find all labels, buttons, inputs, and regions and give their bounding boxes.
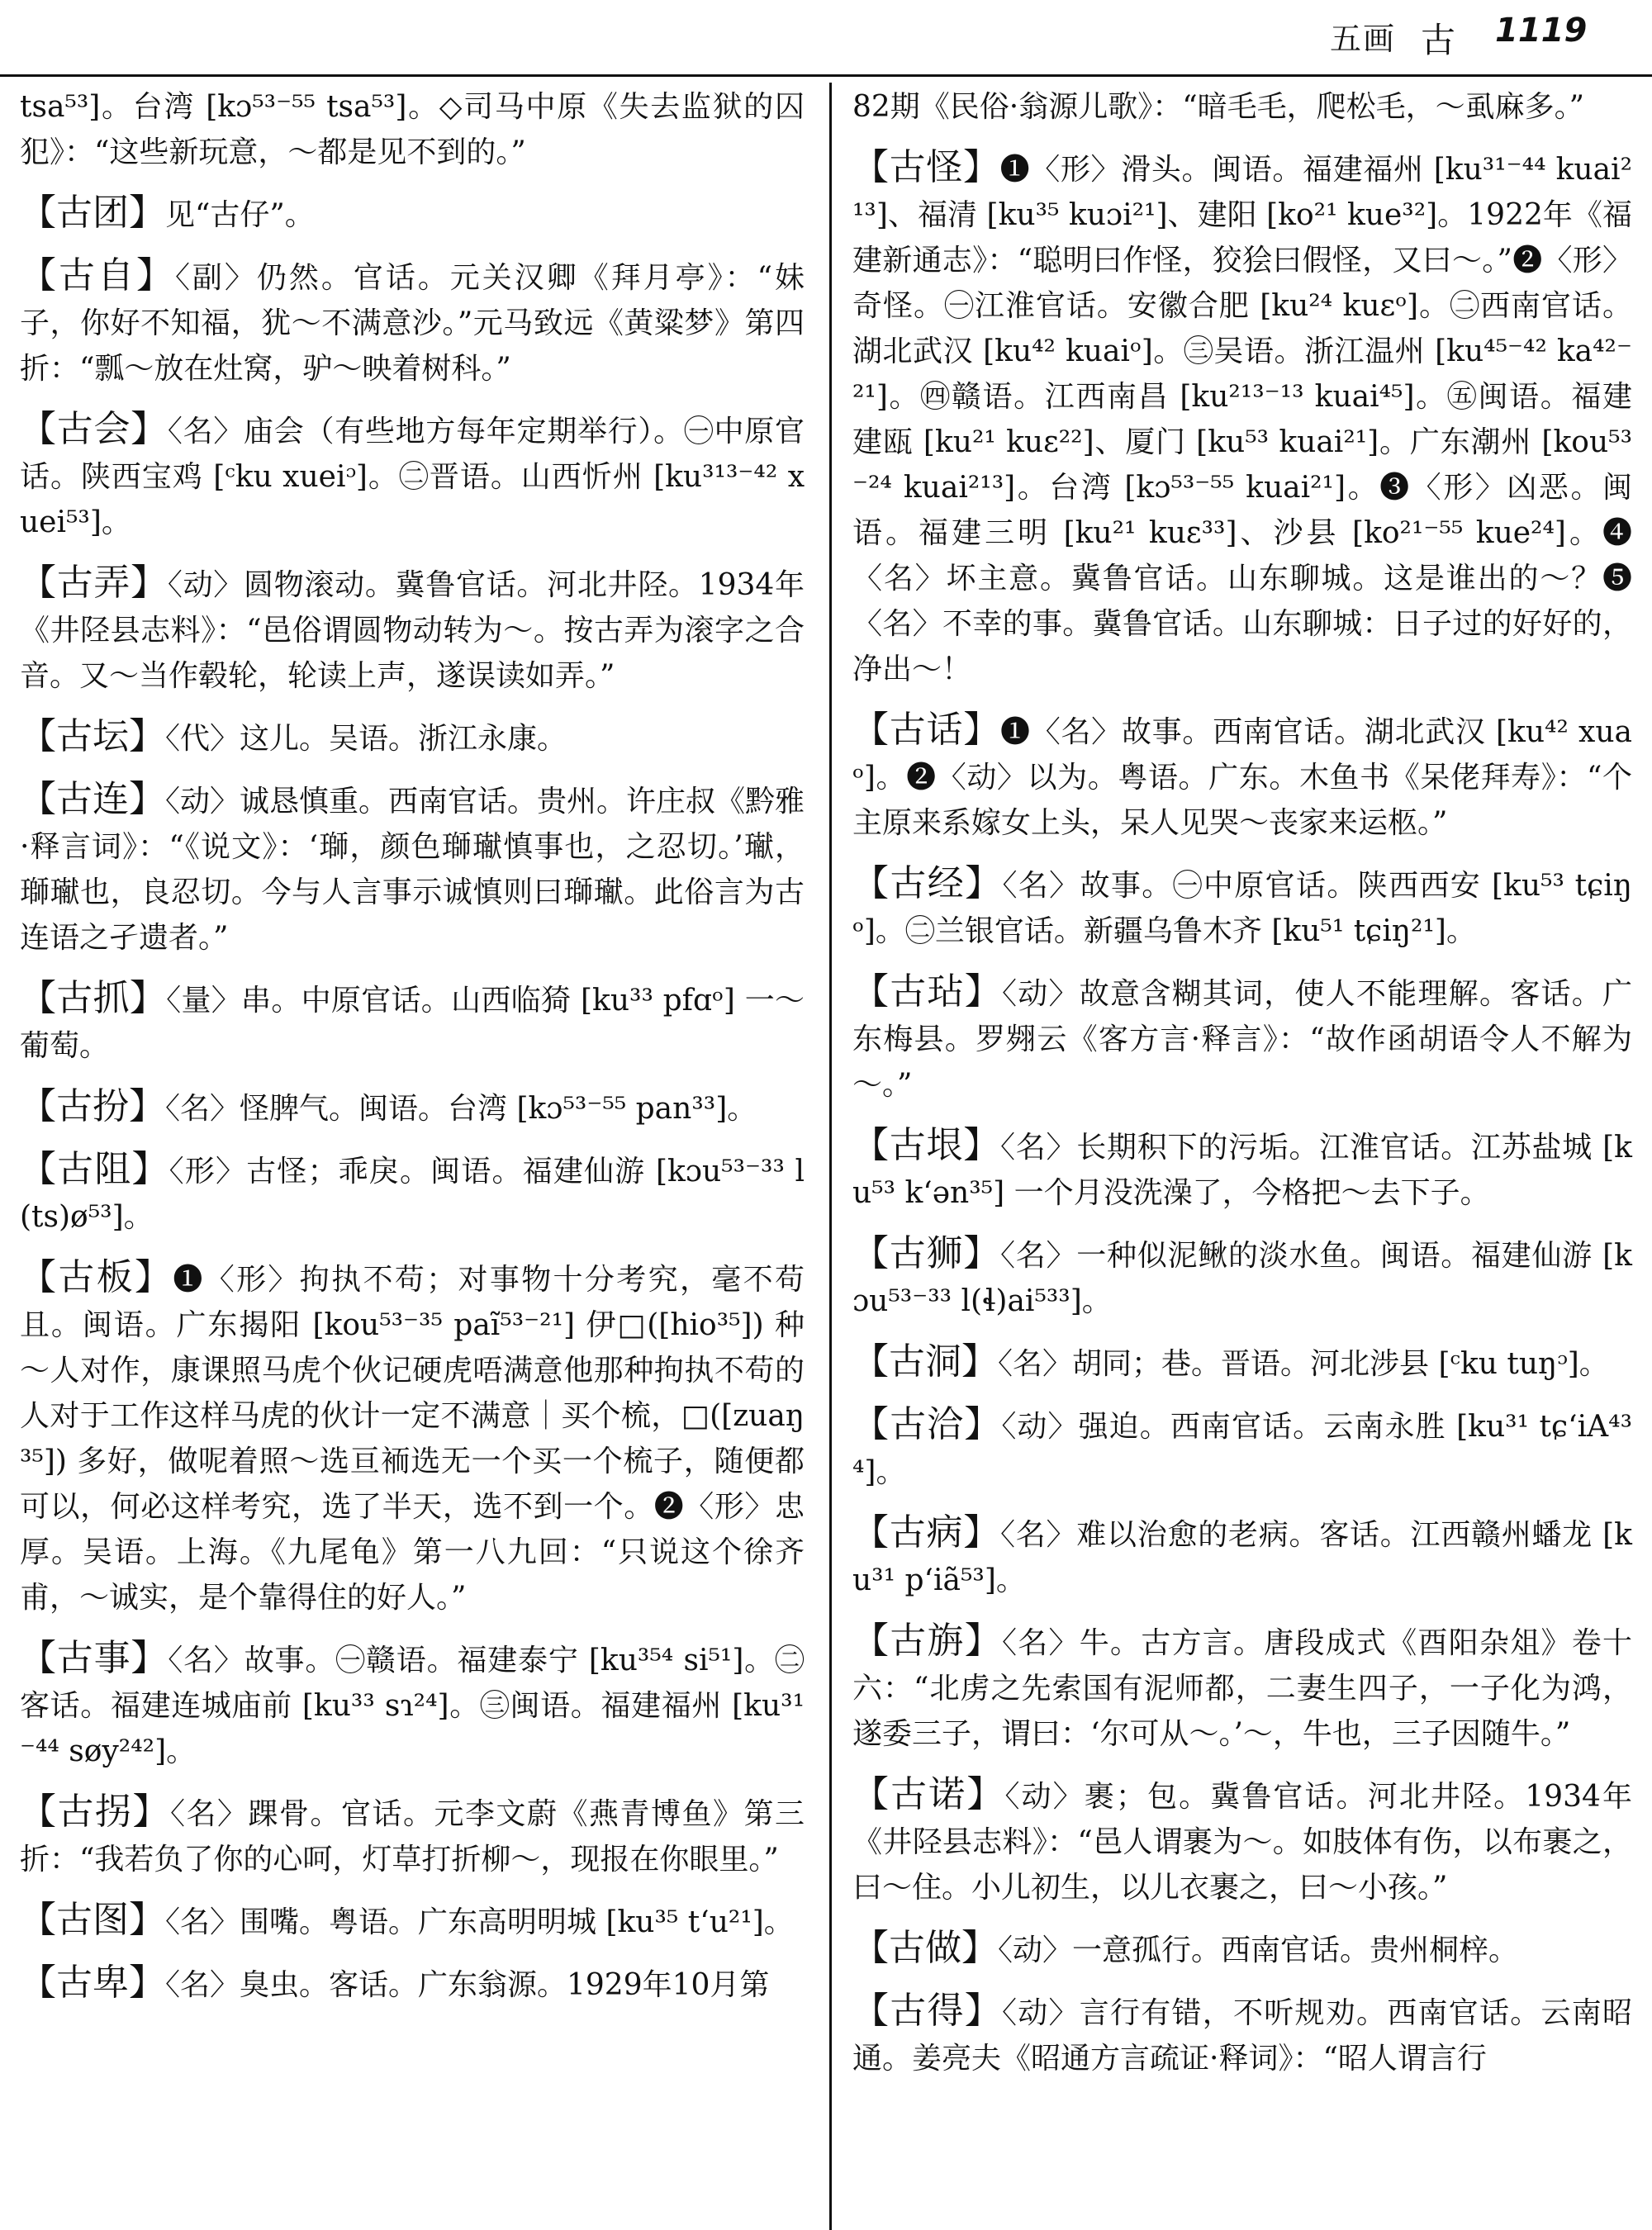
headword: 【古经】 [852, 862, 1003, 904]
definition: 〈动〉圆物滚动。冀鲁官话。河北井陉。1934年《井陉县志料》：“邑俗谓圆物动转为～。按古弄为滚字之合音。又～当作毂轮，轮读上声，遂误读如弄。” [20, 568, 805, 693]
headword: 【古怪】 [852, 146, 1000, 188]
dictionary-entry [20, 975, 805, 1069]
headword: 【古自】 [20, 254, 175, 297]
dictionary-entry [852, 861, 1632, 954]
definition: 〈名〉庙会（有些地方每年定期举行）。㊀中原官话。陕西宝鸡 [ᶜku xueiᵓ]。㊁晋语。山西忻州 [ku³¹³⁻⁴² xuei⁵³]。 [20, 415, 805, 539]
dictionary-entry [852, 1122, 1632, 1216]
dictionary-entry [20, 714, 805, 762]
dictionary-entry [20, 1084, 805, 1132]
headword: 【古病】 [852, 1511, 1000, 1554]
headword: 【古会】 [20, 408, 168, 450]
dictionary-entry [852, 969, 1632, 1108]
headword: 【古话】 [852, 709, 1000, 751]
dictionary-entry [20, 1255, 805, 1620]
column-divider [829, 83, 832, 2230]
headword: 【古抓】 [20, 977, 167, 1019]
dictionary-entry [852, 1618, 1632, 1757]
dictionary-entry [852, 1339, 1632, 1387]
definition: 〈名〉故事。㊀赣语。福建泰宁 [ku³⁵⁴ si⁵¹]。㊁客话。福建连城庙前 [ku³³ sɿ²⁴]。㊂闽语。福建福州 [ku³¹⁻⁴⁴ søy²⁴²]。 [20, 1644, 805, 1768]
dictionary-entry [20, 1635, 805, 1774]
definition: 〈动〉言行有错，不听规劝。西南官话。云南昭通。姜亮夫《昭通方言疏证·释词》：“昭人谓言行 [852, 1996, 1632, 2076]
headword: 【古扮】 [20, 1085, 165, 1127]
dictionary-entry [852, 1402, 1632, 1495]
headword: 【古连】 [20, 778, 165, 820]
definition: 〈名〉牛。古方言。唐段成式《酉阳杂俎》卷十六：“北虏之先索国有泥师都，二妻生四子，一子化为鸿，遂委三子，谓曰：‘尔可从～。’～，牛也，三子因随牛。” [852, 1626, 1632, 1751]
headword: 【古旃】 [852, 1620, 1002, 1662]
headword: 【古洽】 [852, 1403, 1002, 1445]
definition: 〈代〉这儿。吴语。浙江永康。 [165, 722, 567, 756]
headword: 【古垠】 [852, 1124, 1000, 1166]
headword: 【古团】 [20, 192, 165, 234]
definition: 〈名〉故事。㊀中原官话。陕西西安 [ku⁵³ tɕiŋᵒ]。㊁兰银官话。新疆乌鲁木齐 [ku⁵¹ tɕiŋ²¹]。 [852, 869, 1633, 948]
dictionary-entry [852, 1925, 1632, 1973]
dictionary-entry [20, 776, 805, 961]
definition: 〈量〉串。中原官话。山西临猗 [ku³³ pfɑᵒ] 一～葡萄。 [20, 984, 805, 1063]
dictionary-entry [20, 1146, 805, 1240]
definition: 〈名〉一种似泥鳅的淡水鱼。闽语。福建仙游 [kɔu⁵³⁻³³ l(ɬ)ai⁵³³]。 [852, 1239, 1633, 1318]
dictionary-entry [20, 1789, 805, 1882]
page-number: 1119 [1495, 12, 1588, 50]
dictionary-entry [20, 560, 805, 699]
definition: 〈名〉长期积下的污垢。江淮官话。江苏盐城 [ku⁵³ k‘ən³⁵] 一个月没洗澡了，今格把～去下子。 [852, 1131, 1633, 1210]
dictionary-entry [20, 1960, 805, 2008]
definition: 〈名〉胡同；巷。晋语。河北涉县 [ᶜku tuŋᵓ]。 [998, 1347, 1609, 1381]
page-header [0, 0, 1652, 71]
definition: 见“古仔”。 [165, 198, 315, 232]
headword: 【古阻】 [20, 1148, 169, 1190]
right-column [852, 84, 1632, 2096]
dictionary-entry [20, 190, 805, 238]
definition: ❶〈形〉拘执不苟；对事物十分考究，毫不苟且。闽语。广东揭阳 [kou⁵³⁻³⁵ paĩ⁵³⁻²¹] 伊□([hio³⁵]) 种～人对作，康课照马虎个伙记硬虎唔满意他那种拘执不苟的人对于工作这样马虎的伙计一定不满意｜买个梳，□([zuaŋ³⁵]) 多好，做呢着照～选亘袻选无一个买一个梳子，随便都可以，何必这样考究，选了半天，选不到一个。❷〈形〉忠厚。吴语。上海。《九尾龟》第一八九回：“只说这个徐齐甫，～诚实，是个靠得住的好人。” [20, 1263, 805, 1615]
headword: 【古弄】 [20, 562, 168, 604]
dictionary-entry: 82期《民俗·翁源儿歌》：“暗毛毛，爬松毛，～虱麻多。” [852, 90, 1585, 124]
left-column [20, 84, 805, 2023]
headword: 【古得】 [852, 1990, 1002, 2032]
headword: 【古坛】 [20, 715, 165, 757]
headword: 【古拐】 [20, 1791, 170, 1833]
headword: 【古洞】 [852, 1340, 998, 1383]
definition: ❶〈名〉故事。西南官话。湖北武汉 [ku⁴² xuaᵒ]。❷〈动〉以为。粤语。广东。木鱼书《呆佬拜寿》：“个主原来系嫁女上头，呆人见哭～丧家来运柩。” [852, 715, 1633, 840]
header-rule [0, 74, 1652, 77]
dictionary-entry [20, 253, 805, 391]
dictionary-entry [852, 1510, 1632, 1603]
headword: 【古卑】 [20, 1962, 165, 2004]
headword: 【古做】 [852, 1927, 998, 1969]
headword: 【古玷】 [852, 970, 1002, 1013]
dictionary-entry [852, 1772, 1632, 1910]
headword: 【古图】 [20, 1899, 165, 1941]
dictionary-entry [20, 406, 805, 545]
definition: 〈动〉故意含糊其词，使人不能理解。客话。广东梅县。罗翙云《客方言·释言》：“故作函胡语令人不解为～。” [852, 977, 1632, 1102]
definition: 〈名〉踝骨。官话。元李文蔚《燕青博鱼》第三折：“我若负了你的心呵，灯草打折柳～，现报在你眼里。” [20, 1797, 805, 1877]
definition: 〈形〉古怪；乖戾。闽语。福建仙游 [kɔu⁵³⁻³³ l(ts)ø⁵³]。 [20, 1155, 805, 1234]
definition: 〈动〉诚恳慎重。西南官话。贵州。许庄叔《黔雅·释言词》：“《说文》：‘瑡，颜色瑡𤩽慎事也，之忍切。’𤩽，瑡𤩽也，良忍切。今与人言事示诚慎则曰瑡𤩽。此俗言为古连语之孑遗者。” [20, 785, 805, 955]
head-character: 古 [1421, 20, 1456, 60]
definition: ❶〈形〉滑头。闽语。福建福州 [ku³¹⁻⁴⁴ kuai²¹³]、福清 [ku³⁵ kuɔi²¹]、建阳 [ko²¹ kue³²]。1922年《福建新通志》：“聪明曰作怪，狡狯曰假怪，又曰～。”❷〈形〉奇怪。㊀江淮官话。安徽合肥 [ku²⁴ kuɛᵒ]。㊁西南官话。湖北武汉 [ku⁴² kuaiᵒ]。㊂吴语。浙江温州 [ku⁴⁵⁻⁴² ka⁴²⁻²¹]。㊃赣语。江西南昌 [ku²¹³⁻¹³ kuai⁴⁵]。㊄闽语。福建建瓯 [ku²¹ kuɛ²²]、厦门 [ku⁵³ kuai²¹]。广东潮州 [kou⁵³⁻²⁴ kuai²¹³]。台湾 [kɔ⁵³⁻⁵⁵ kuai²¹]。❸〈形〉凶恶。闽语。福建三明 [ku²¹ kuɛ³³]、沙县 [ko²¹⁻⁵⁵ kue²⁴]。❹〈名〉坏主意。冀鲁官话。山东聊城。这是谁出的～？❺〈名〉不幸的事。冀鲁官话。山东聊城：日子过的好好的，净出～！ [852, 153, 1632, 686]
headword: 【古狮】 [852, 1232, 1000, 1274]
definition: 〈动〉裹；包。冀鲁官话。河北井陉。1934年《井陉县志料》：“邑人谓裹为～。如肢体有伤，以布裹之，曰～住。小儿初生，以儿衣裹之，曰～小孩。” [852, 1780, 1632, 1905]
headword: 【古事】 [20, 1637, 169, 1679]
definition: 〈副〉仍然。官话。元关汉卿《拜月亭》：“妹子，你好不知福，犹～不满意沙。”元马致远《黄粱梦》第四折：“瓢～放在灶窝，驴～映着树科。” [20, 261, 805, 386]
definition: 〈名〉难以治愈的老病。客话。江西赣州蟠龙 [ku³¹ p‘iã⁵³]。 [852, 1518, 1633, 1597]
definition: 〈名〉怪脾气。闽语。台湾 [kɔ⁵³⁻⁵⁵ pan³³]。 [165, 1092, 757, 1126]
dictionary-entry [852, 707, 1632, 846]
definition: 〈名〉臭虫。客话。广东翁源。1929年10月第 [165, 1968, 770, 2002]
definition: 〈动〉一意孤行。西南官话。贵州桐梓。 [998, 1933, 1519, 1967]
definition: 〈名〉围嘴。粤语。广东高明明城 [ku³⁵ t‘u²¹]。 [165, 1905, 794, 1939]
dictionary-entry [852, 145, 1632, 692]
dictionary-entry [20, 1897, 805, 1945]
dictionary-entry [852, 1988, 1632, 2081]
dictionary-entry [852, 1231, 1632, 1324]
section-label: 五画 [1330, 21, 1397, 57]
headword: 【古诺】 [852, 1773, 1005, 1815]
headword: 【古板】 [20, 1256, 173, 1298]
dictionary-entry: tsa⁵³]。台湾 [kɔ⁵³⁻⁵⁵ tsa⁵³]。◇司马中原《失去监狱的囚犯》：“这些新玩意，～都是见不到的。” [20, 90, 805, 169]
definition: 〈动〉强迫。西南官话。云南永胜 [ku³¹ tɕ‘iA⁴³⁴]。 [852, 1410, 1633, 1489]
